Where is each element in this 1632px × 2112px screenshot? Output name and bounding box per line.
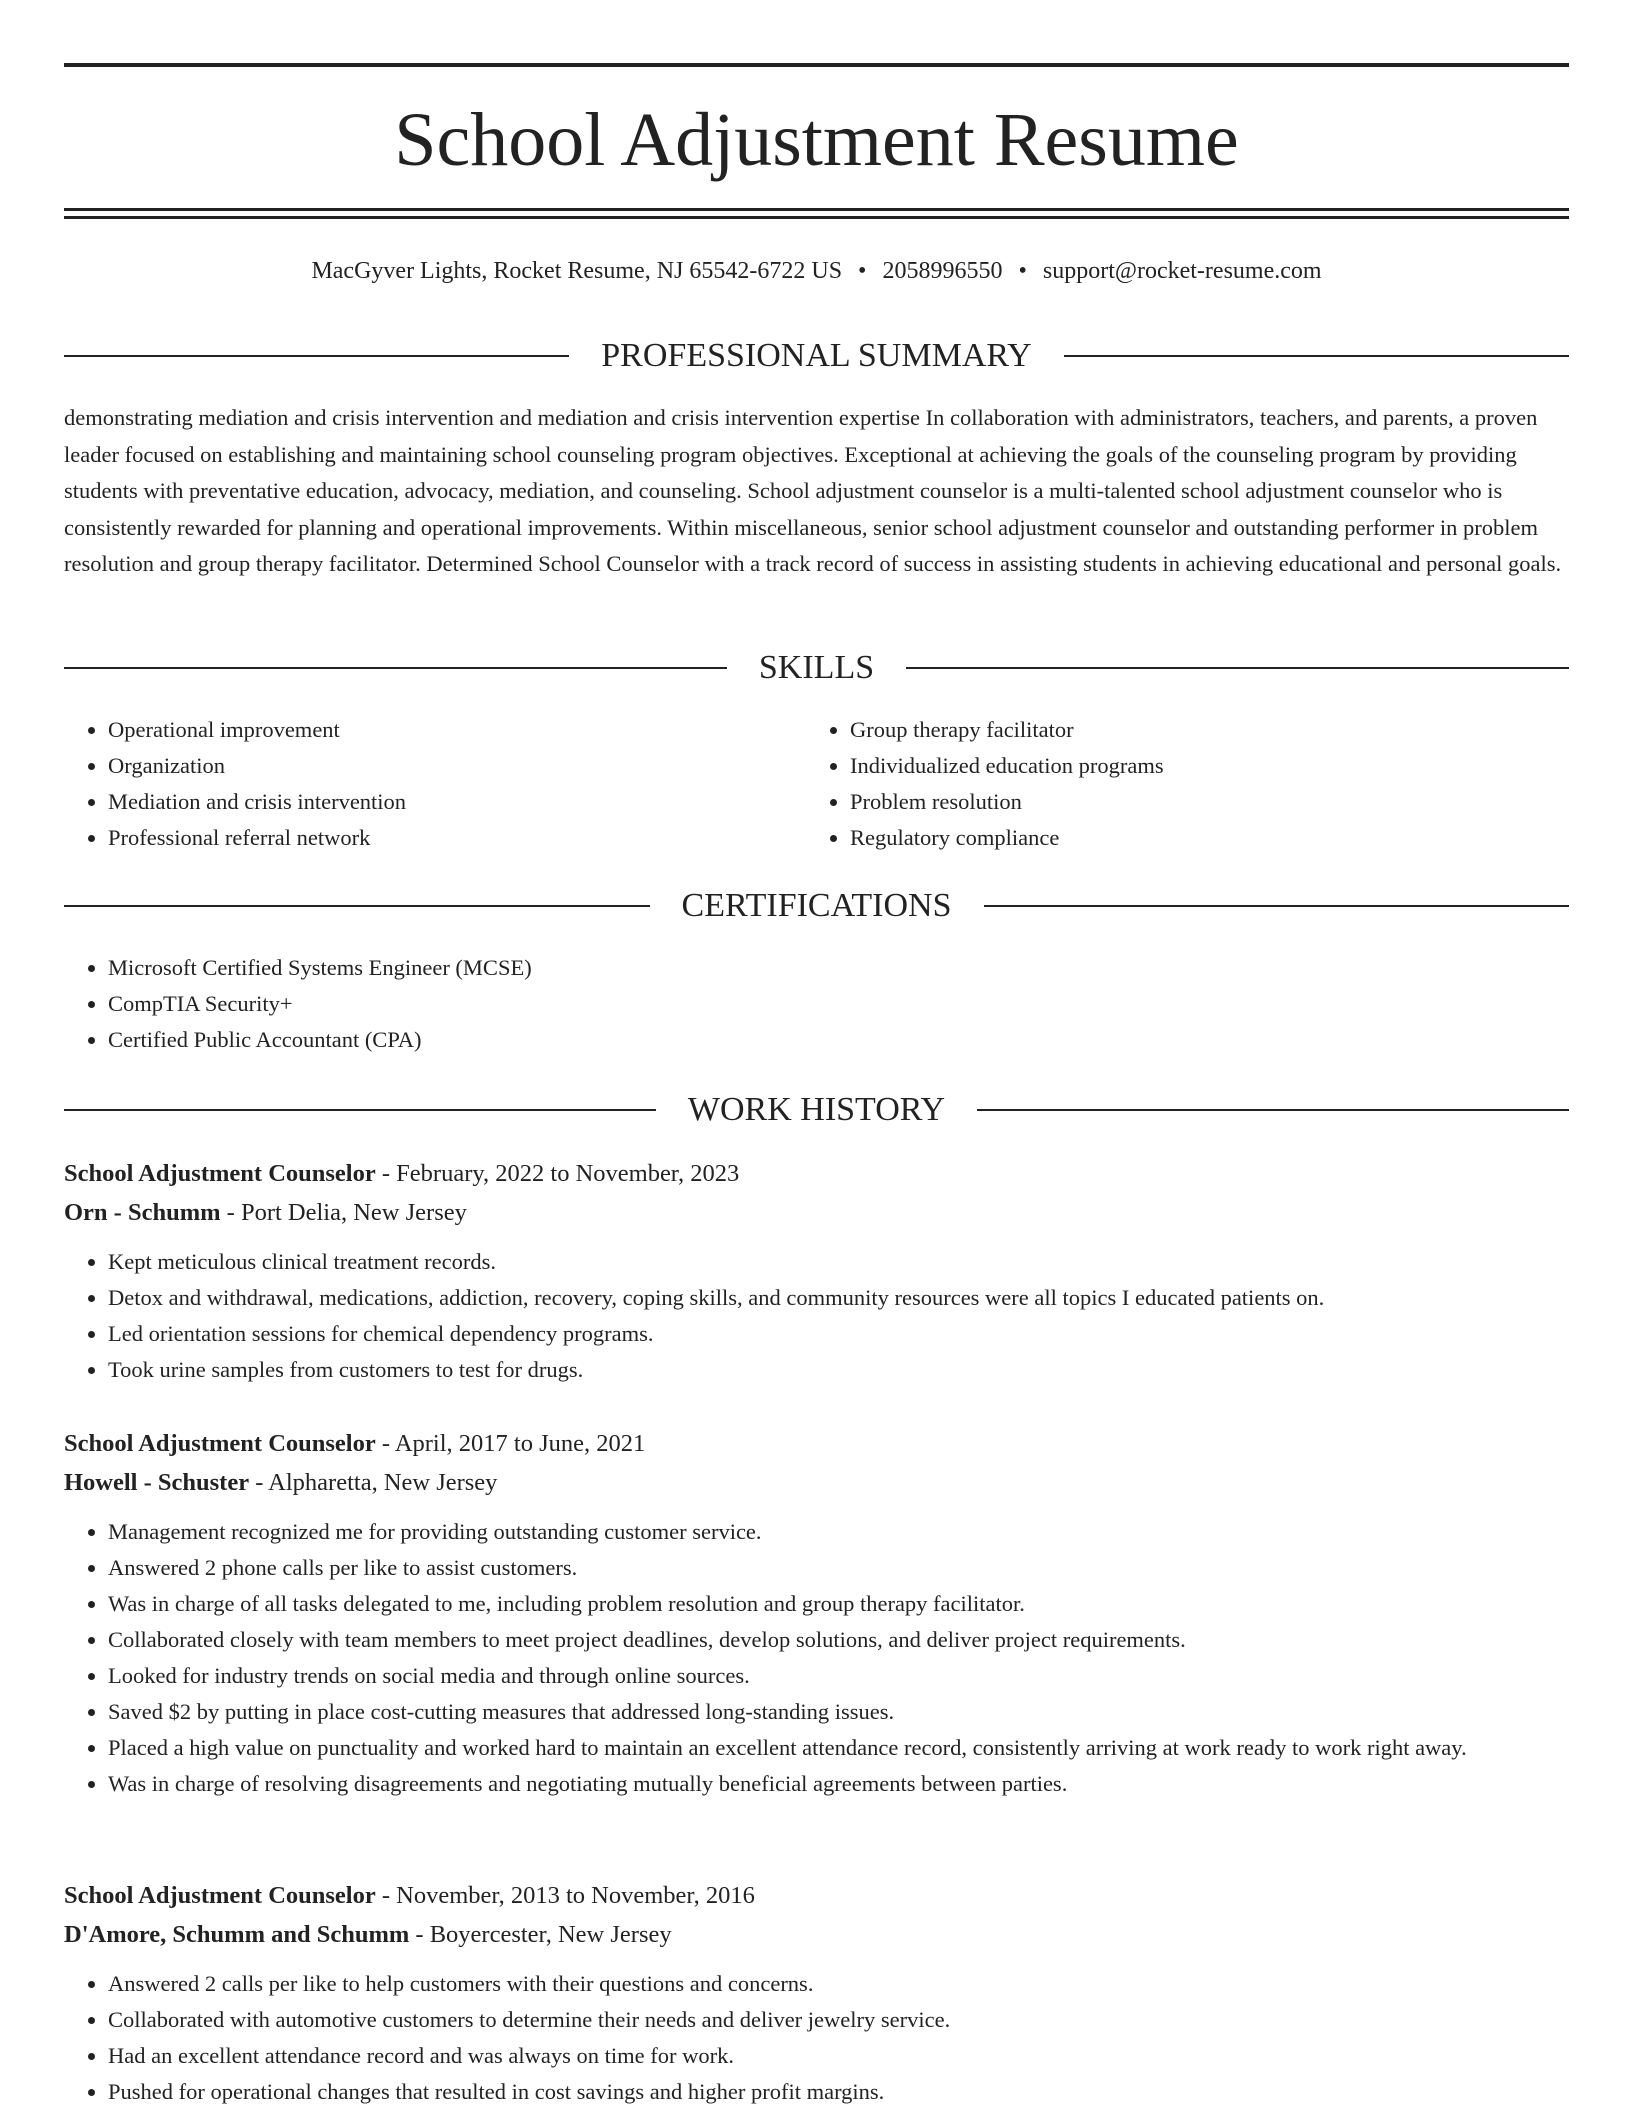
job-dates: April, 2017 to June, 2021 [394,1430,646,1457]
job-title-line [64,1154,1569,1193]
certification-item: • CompTIA Security+ [108,986,1569,1022]
job-title: School Adjustment Counselor [64,1882,376,1909]
certifications-list [64,950,1569,1058]
job-dash: - [381,1882,391,1909]
job-dash: - [415,1921,424,1948]
contact-line [64,253,1569,289]
job-entry [64,1876,1569,2110]
certification-item: • Microsoft Certified Systems Engineer (MCSE) [108,950,1569,986]
skill-item: • Mediation and crisis intervention [108,784,806,820]
skills-list [64,712,1569,856]
job-bullet: • Kept meticulous clinical treatment records. [108,1244,1569,1280]
job-bullet: • Collaborated with automotive customers to determine their needs and deliver jewelry service. [108,2002,1569,2038]
job-bullet: • Placed a high value on punctuality and worked hard to maintain an excellent attendance record, consistently arriving at work ready to work right away. [108,1730,1569,1766]
heading-rule-left [64,1109,656,1111]
heading-rule-right [984,905,1570,907]
heading-rule-left [64,667,727,669]
certifications-section-heading [64,884,1569,928]
skill-item: • Individualized education programs [850,748,1548,784]
heading-rule-left [64,905,650,907]
contact-phone: 2058996550 [882,258,1003,284]
job-bullet: • Looked for industry trends on social media and through online sources. [108,1658,1569,1694]
job-bullet: • Saved $2 by putting in place cost-cutting measures that addressed long-standing issues. [108,1694,1569,1730]
skill-item: • Professional referral network [108,820,806,856]
heading-rule-right [1064,355,1569,357]
job-dash: - [226,1199,235,1226]
skill-item: • Operational improvement [108,712,806,748]
heading-rule-right [906,667,1569,669]
skills-column-right [806,712,1548,856]
job-dash: - [381,1160,391,1187]
skills-column-left [64,712,806,856]
certification-item: • Certified Public Accountant (CPA) [108,1022,1569,1058]
job-title: School Adjustment Counselor [64,1430,376,1457]
summary-heading-label: PROFESSIONAL SUMMARY [601,337,1032,374]
job-bullet: • Was in charge of resolving disagreements and negotiating mutually beneficial agreements between parties. [108,1766,1569,1802]
summary-section-heading [64,334,1569,378]
job-bullet: • Was in charge of all tasks delegated to me, including problem resolution and group therapy facilitator. [108,1586,1569,1622]
work-history-section-heading [64,1088,1569,1132]
job-dates: February, 2022 to November, 2023 [396,1160,740,1187]
job-title: School Adjustment Counselor [64,1160,376,1187]
job-location: Port Delia, New Jersey [240,1199,467,1226]
skill-item: • Regulatory compliance [850,820,1548,856]
job-company: Orn - Schumm [64,1199,221,1226]
job-bullet: • Led orientation sessions for chemical dependency programs. [108,1316,1569,1352]
skills-heading-label: SKILLS [758,649,875,686]
job-bullet: • Detox and withdrawal, medications, addiction, recovery, coping skills, and community resources were all topics I educated patients on. [108,1280,1569,1316]
summary-text: demonstrating mediation and crisis intervention and mediation and crisis intervention expertise In collaboration with administrators, teachers, and parents, a proven leader focused on establishing and maintaining school counseling program objectives. Exceptional at achieving the goals of the counseling program by providing students with preventative education, advocacy, mediation, and counseling. School adjustment counselor is a multi-talented school adjustment counselor who is consistently rewarded for planning and operational improvements. Within miscellaneous, senior school adjustment counselor and outstanding performer in problem resolution and group therapy facilitator. Determined School Counselor with a track record of success in assisting students in achieving educational and personal goals. [64,405,1562,576]
heading-rule-left [64,355,569,357]
job-entry [64,1424,1569,1802]
job-dash: - [255,1469,264,1496]
contact-email: support@rocket-resume.com [1042,258,1322,284]
job-company-line [64,1193,1569,1232]
job-dates: November, 2013 to November, 2016 [396,1882,755,1909]
skill-item: • Problem resolution [850,784,1548,820]
job-bullet: • Answered 2 calls per like to help customers with their questions and concerns. [108,1966,1569,2002]
work-history-heading-label: WORK HISTORY [687,1091,946,1128]
skills-section-heading [64,646,1569,690]
job-dash: - [381,1430,391,1457]
resume-title: School Adjustment Resume [394,98,1239,182]
job-bullet: • Management recognized me for providing outstanding customer service. [108,1514,1569,1550]
job-entry [64,1154,1569,1388]
contact-separator: • [858,258,867,284]
contact-address: MacGyver Lights, Rocket Resume, NJ 65542-6722 US [311,258,843,284]
job-company: Howell - Schuster [64,1469,250,1496]
job-bullet: • Took urine samples from customers to test for drugs. [108,1352,1569,1388]
certifications-heading-label: CERTIFICATIONS [681,887,952,924]
header-rule-top [64,63,1569,67]
job-company-line [64,1463,1569,1502]
job-title-line [64,1876,1569,1915]
skill-item: • Group therapy facilitator [850,712,1548,748]
job-location: Boyercester, New Jersey [429,1921,672,1948]
job-location: Alpharetta, New Jersey [268,1469,498,1496]
contact-separator: • [1018,258,1027,284]
heading-rule-right [977,1109,1569,1111]
job-bullet: • Answered 2 phone calls per like to assist customers. [108,1550,1569,1586]
skill-item: • Organization [108,748,806,784]
header-rule-bottom [64,208,1569,211]
job-company: D'Amore, Schumm and Schumm [64,1921,410,1948]
header-rule-bottom-double [64,216,1569,219]
job-bullet: • Pushed for operational changes that resulted in cost savings and higher profit margins. [108,2074,1569,2110]
job-company-line [64,1915,1569,1954]
job-bullet: • Had an excellent attendance record and was always on time for work. [108,2038,1569,2074]
job-title-line [64,1424,1569,1463]
job-bullet: • Collaborated closely with team members to meet project deadlines, develop solutions, and deliver project requirements. [108,1622,1569,1658]
